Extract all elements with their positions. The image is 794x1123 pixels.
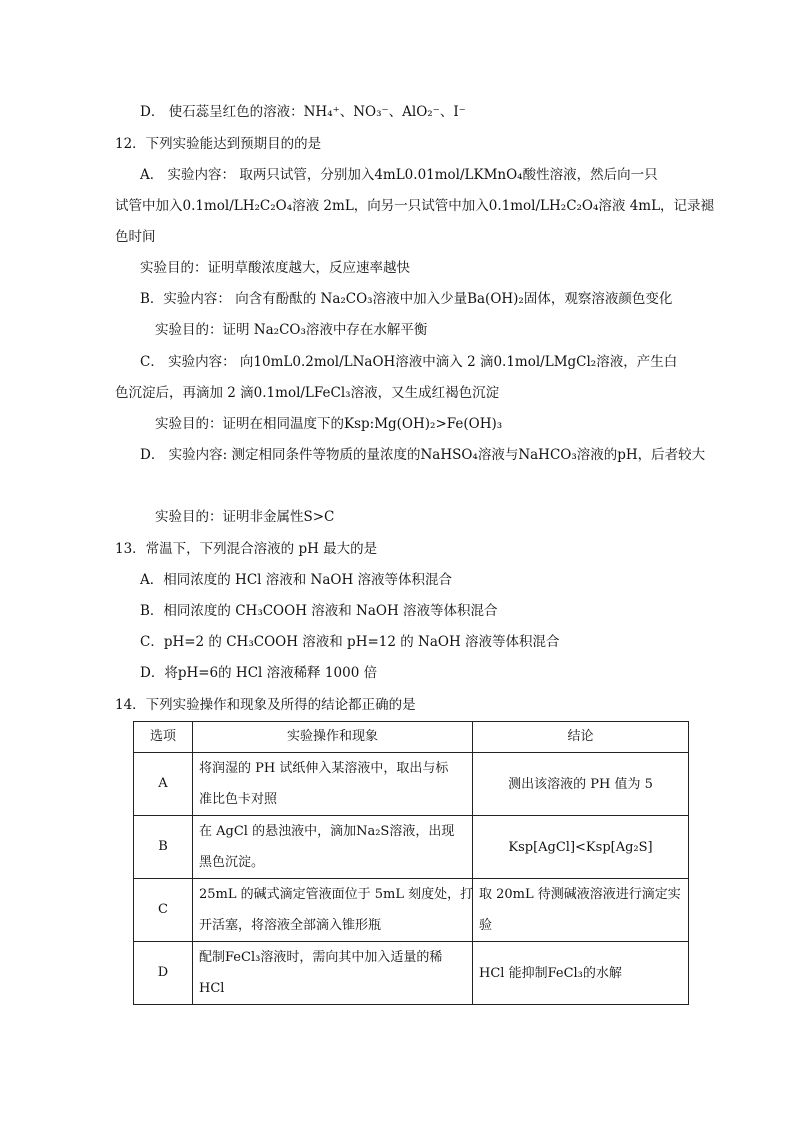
q12-option-a-line3: 色时间 (115, 229, 156, 245)
conclusion-line: HCl 能抑制FeCl₃的水解 (479, 965, 622, 981)
row-conclusion (473, 753, 689, 816)
q12-option-a-line1: A． 实验内容： 取两只试管，分别加入4mL0.01mol/LKMnO₄酸性溶液，然后向一只 (140, 167, 658, 183)
q13-option-a: A．相同浓度的 HCl 溶液和 NaOH 溶液等体积混合 (140, 572, 453, 588)
operation-line: 将润湿的 PH 试纸伸入某溶液中，取出与标 (199, 761, 449, 776)
operation-line: 配制FeCl₃溶液时，需向其中加入适量的稀 (199, 950, 443, 965)
table-row (134, 879, 689, 942)
q12-option-b-content: B．实验内容： 向含有酚酞的 Na₂CO₃溶液中加入少量Ba(OH)₂固体，观察溶液颜色变化 (140, 291, 673, 307)
operation-line: 准比色卡对照 (199, 792, 278, 807)
row-option: A (134, 753, 193, 816)
conclusion-line: 测出该溶液的 PH 值为 5 (508, 776, 653, 792)
question-13-title: 13．常温下，下列混合溶液的 pH 最大的是 (115, 541, 378, 557)
row-option: D (134, 942, 193, 1005)
conclusion-line: 取 20mL 待测碱液溶液进行滴定实 (479, 887, 681, 902)
row-option: B (134, 816, 193, 879)
operation-line: 25mL 的碱式滴定管液面位于 5mL 刻度处，打 (199, 887, 474, 902)
row-conclusion (473, 879, 689, 942)
row-operation (193, 942, 473, 1005)
header-conclusion: 结论 (473, 722, 689, 753)
row-conclusion (473, 942, 689, 1005)
question-14-title: 14．下列实验操作和现象及所得的结论都正确的是 (115, 697, 416, 713)
option-11d: D． 使石蕊呈红色的溶液：NH₄⁺、NO₃⁻、AlO₂⁻、I⁻ (140, 104, 466, 120)
question-12-title: 12．下列实验能达到预期目的的是 (115, 136, 322, 152)
experiment-table (133, 721, 689, 1005)
header-operation: 实验操作和现象 (193, 722, 473, 753)
operation-line: 黑色沉淀。 (199, 855, 265, 870)
operation-line: 开活塞，将溶液全部滴入锥形瓶 (199, 918, 382, 933)
table-row (134, 753, 689, 816)
row-conclusion (473, 816, 689, 879)
q13-option-b: B．相同浓度的 CH₃COOH 溶液和 NaOH 溶液等体积混合 (140, 603, 498, 619)
row-operation (193, 816, 473, 879)
operation-line: 在 AgCl 的悬浊液中，滴加Na₂S溶液，出现 (199, 824, 455, 839)
q12-option-c-line1: C． 实验内容： 向10mL0.2mol/LNaOH溶液中滴入 2 滴0.1mol/LMgCl₂溶液，产生白 (140, 354, 678, 370)
q13-option-d: D．将pH=6的 HCl 溶液稀释 1000 倍 (140, 665, 378, 681)
table-row (134, 942, 689, 1005)
row-operation (193, 879, 473, 942)
q12-option-d-content: D． 实验内容: 测定相同条件等物质的量浓度的NaHSO₄溶液与NaHCO₃溶液的pH，后者较大 (140, 447, 706, 463)
q12-option-a-purpose: 实验目的：证明草酸浓度越大，反应速率越快 (140, 260, 410, 276)
header-option: 选项 (134, 722, 193, 753)
q12-option-c-purpose: 实验目的：证明在相同温度下的Ksp:Mg(OH)₂>Fe(OH)₃ (155, 416, 503, 432)
q12-option-a-line2: 试管中加入0.1mol/LH₂C₂O₄溶液 2mL，向另一只试管中加入0.1mol/LH₂C₂O₄溶液 4mL，记录褪 (115, 198, 715, 214)
q12-option-b-purpose: 实验目的：证明 Na₂CO₃溶液中存在水解平衡 (155, 322, 428, 338)
row-option: C (134, 879, 193, 942)
q12-option-d-purpose: 实验目的：证明非金属性S>C (155, 509, 335, 525)
conclusion-line: Ksp[AgCl]<Ksp[Ag₂S] (508, 839, 653, 855)
row-operation (193, 753, 473, 816)
table-row (134, 816, 689, 879)
operation-line: HCl (199, 981, 225, 996)
table-header-row (134, 722, 689, 753)
q12-option-c-line2: 色沉淀后，再滴加 2 滴0.1mol/LFeCl₃溶液，又生成红褐色沉淀 (115, 385, 500, 401)
q13-option-c: C．pH=2 的 CH₃COOH 溶液和 pH=12 的 NaOH 溶液等体积混合 (140, 634, 560, 650)
conclusion-line: 验 (479, 918, 493, 933)
